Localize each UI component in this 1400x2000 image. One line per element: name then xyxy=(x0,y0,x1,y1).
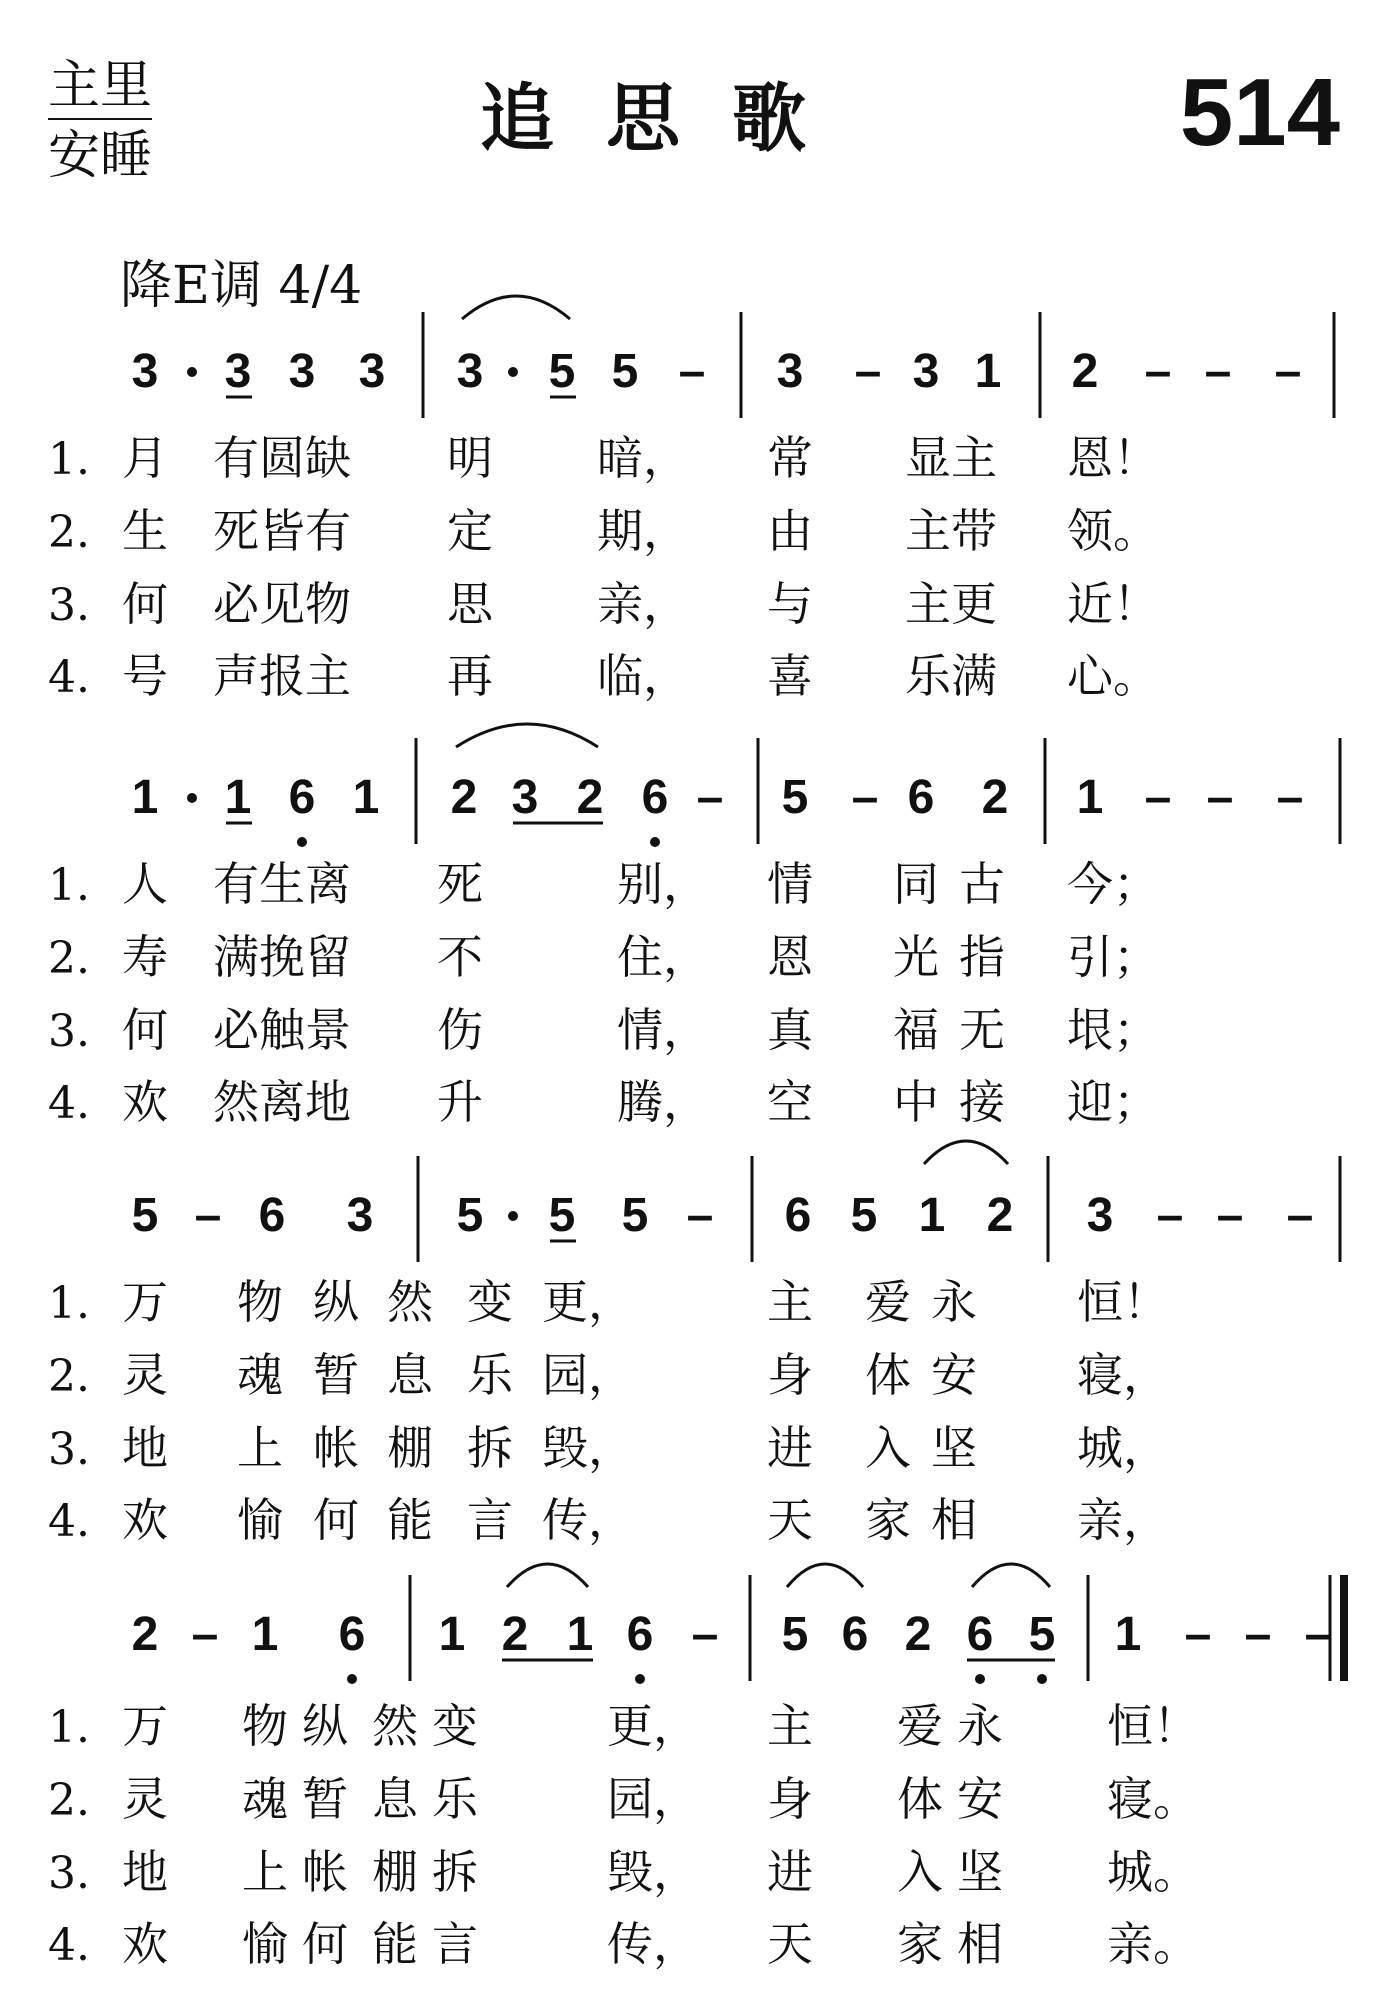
lyric-char: 欢 xyxy=(122,1917,168,1971)
extension-dash: – xyxy=(854,345,882,398)
lyric-char: 进 xyxy=(767,1421,813,1475)
key-signature: 降E调 4/4 xyxy=(120,256,363,316)
extension-dash: – xyxy=(1206,771,1234,824)
lyric-char: 息 xyxy=(387,1348,433,1402)
verse-number: 1. xyxy=(48,434,90,485)
lyric-char: 进 xyxy=(767,1845,813,1899)
extension-dash: – xyxy=(851,771,879,824)
lyric-char: 主 xyxy=(305,649,351,703)
lyric-char: 伤 xyxy=(437,1003,483,1057)
low-octave-dot xyxy=(650,837,660,847)
extension-dash: – xyxy=(1144,771,1172,824)
note-2: 2 xyxy=(576,771,604,824)
low-octave-dot xyxy=(297,837,307,847)
lyric-char: 恩！ xyxy=(1067,431,1159,485)
lyric-char: 别， xyxy=(617,857,709,911)
note-2: 2 xyxy=(131,1608,159,1661)
extension-dash: – xyxy=(1244,1608,1272,1661)
lyric-char: 必 xyxy=(213,577,259,631)
note-6: 6 xyxy=(907,771,935,824)
note-2: 2 xyxy=(501,1608,529,1661)
note-5: 5 xyxy=(781,771,809,824)
note-2: 2 xyxy=(1071,345,1099,398)
lyric-char: 何 xyxy=(122,577,168,631)
lyric-char: 然 xyxy=(213,1075,259,1129)
verse-number: 2. xyxy=(48,507,90,558)
lyric-char: 报 xyxy=(259,649,305,703)
verse-number: 2. xyxy=(48,1775,90,1826)
lyric-char: 同 xyxy=(893,857,939,911)
extension-dash: – xyxy=(691,1608,719,1661)
lyric-char: 圆 xyxy=(259,431,305,485)
note-2: 2 xyxy=(981,771,1009,824)
note-6: 6 xyxy=(288,771,316,824)
lyric-char: 愉 xyxy=(237,1493,283,1547)
lyric-char: 纵 xyxy=(302,1699,348,1753)
lyric-char: 主 xyxy=(905,504,951,558)
lyric-char: 寿 xyxy=(122,930,168,984)
hymn-title: 追思歌 xyxy=(480,76,858,162)
lyric-char: 住， xyxy=(617,930,709,984)
verse-number: 3. xyxy=(48,1006,90,1057)
lyric-char: 坚 xyxy=(957,1845,1003,1899)
lyric-char: 死 xyxy=(213,504,259,558)
lyric-char: 缺 xyxy=(305,431,351,485)
note-3: 3 xyxy=(776,345,804,398)
lyric-char: 毁， xyxy=(607,1845,699,1899)
lyric-char: 欢 xyxy=(122,1075,168,1129)
extension-dash: – xyxy=(1184,1608,1212,1661)
lyric-char: 毁， xyxy=(542,1421,634,1475)
lyric-char: 拆 xyxy=(432,1845,478,1899)
extension-dash: – xyxy=(1304,1608,1332,1661)
lyric-char: 期， xyxy=(597,504,689,558)
note-1: 1 xyxy=(918,1189,946,1242)
lyric-char: 能 xyxy=(372,1917,418,1971)
lyric-char: 离 xyxy=(259,1075,305,1129)
note-1: 1 xyxy=(1114,1608,1142,1661)
note-1: 1 xyxy=(566,1608,594,1661)
lyric-char: 入 xyxy=(897,1845,943,1899)
lyric-char: 无 xyxy=(959,1003,1005,1057)
verse-number: 4. xyxy=(48,1078,90,1129)
lyric-char: 家 xyxy=(865,1493,911,1547)
lyric-char: 皆 xyxy=(259,504,305,558)
note-3: 3 xyxy=(346,1189,374,1242)
lyric-char: 能 xyxy=(387,1493,433,1547)
extension-dash: – xyxy=(1286,1189,1314,1242)
lyric-char: 接 xyxy=(959,1075,1005,1129)
lyric-char: 安 xyxy=(931,1348,977,1402)
lyric-char: 地 xyxy=(122,1845,168,1899)
lyric-char: 人 xyxy=(122,857,168,911)
lyric-char: 主 xyxy=(767,1275,813,1329)
lyric-char: 物 xyxy=(305,577,351,631)
lyric-char: 愉 xyxy=(242,1917,288,1971)
note-5: 5 xyxy=(1028,1608,1056,1661)
lyric-char: 暂 xyxy=(302,1772,348,1826)
lyric-char: 暂 xyxy=(313,1348,359,1402)
note-1: 1 xyxy=(438,1608,466,1661)
note-3: 3 xyxy=(358,345,386,398)
verse-number: 4. xyxy=(48,1496,90,1547)
lyric-char: 纵 xyxy=(313,1275,359,1329)
note-1: 1 xyxy=(352,771,380,824)
augmentation-dot xyxy=(187,793,197,803)
lyric-char: 心。 xyxy=(1067,649,1159,703)
lyric-char: 欢 xyxy=(122,1493,168,1547)
lyric-char: 乐 xyxy=(905,649,951,703)
lyric-char: 喜 xyxy=(767,649,813,703)
verse-number: 2. xyxy=(48,1351,90,1402)
lyric-char: 物 xyxy=(242,1699,288,1753)
lyric-char: 再 xyxy=(447,649,493,703)
lyric-char: 棚 xyxy=(372,1845,418,1899)
lyric-char: 情 xyxy=(767,857,813,911)
note-1: 1 xyxy=(251,1608,279,1661)
note-5: 5 xyxy=(621,1189,649,1242)
note-1: 1 xyxy=(224,771,252,824)
low-octave-dot xyxy=(635,1674,645,1684)
lyric-char: 地 xyxy=(305,1075,351,1129)
lyric-char: 明 xyxy=(447,431,493,485)
lyric-char: 传， xyxy=(607,1917,699,1971)
lyric-char: 声 xyxy=(213,649,259,703)
lyric-char: 地 xyxy=(122,1421,168,1475)
lyric-char: 灵 xyxy=(122,1348,168,1402)
lyric-char: 必 xyxy=(213,1003,259,1057)
lyric-char: 乐 xyxy=(467,1348,513,1402)
note-5: 5 xyxy=(781,1608,809,1661)
note-3: 3 xyxy=(912,345,940,398)
lyric-char: 何 xyxy=(122,1003,168,1057)
slur xyxy=(924,1141,1008,1164)
slur xyxy=(972,1564,1050,1587)
lyric-char: 常 xyxy=(767,431,813,485)
lyric-char: 思 xyxy=(447,577,493,631)
lyric-char: 情， xyxy=(617,1003,709,1057)
verse-number: 3. xyxy=(48,580,90,631)
lyric-char: 万 xyxy=(122,1699,168,1753)
lyric-char: 古 xyxy=(959,857,1005,911)
lyric-char: 月 xyxy=(122,431,168,485)
extension-dash: – xyxy=(686,1189,714,1242)
extension-dash: – xyxy=(1216,1189,1244,1242)
lyric-char: 有 xyxy=(213,431,259,485)
lyric-char: 变 xyxy=(467,1275,513,1329)
lyric-char: 引； xyxy=(1067,930,1159,984)
lyric-char: 福 xyxy=(893,1003,939,1057)
lyric-char: 然 xyxy=(387,1275,433,1329)
lyric-char: 身 xyxy=(767,1772,813,1826)
lyric-char: 拆 xyxy=(467,1421,513,1475)
note-2: 2 xyxy=(904,1608,932,1661)
note-6: 6 xyxy=(338,1608,366,1661)
lyric-char: 腾， xyxy=(617,1075,709,1129)
lyric-char: 变 xyxy=(432,1699,478,1753)
lyric-char: 带 xyxy=(951,504,997,558)
lyric-char: 息 xyxy=(372,1772,418,1826)
note-1: 1 xyxy=(1076,771,1104,824)
note-6: 6 xyxy=(966,1608,994,1661)
extension-dash: – xyxy=(1204,345,1232,398)
note-5: 5 xyxy=(611,345,639,398)
lyric-char: 万 xyxy=(122,1275,168,1329)
extension-dash: – xyxy=(1274,345,1302,398)
lyric-char: 相 xyxy=(957,1917,1003,1971)
extension-dash: – xyxy=(1156,1189,1184,1242)
lyric-char: 显 xyxy=(905,431,951,485)
lyric-char: 主 xyxy=(767,1699,813,1753)
lyric-char: 帐 xyxy=(313,1421,359,1475)
lyric-char: 满 xyxy=(213,930,259,984)
lyric-char: 何 xyxy=(302,1917,348,1971)
lyric-char: 爱 xyxy=(865,1275,911,1329)
lyric-char: 近！ xyxy=(1067,577,1159,631)
note-5: 5 xyxy=(131,1189,159,1242)
low-octave-dot xyxy=(1037,1674,1047,1684)
extension-dash: – xyxy=(678,345,706,398)
lyric-char: 触 xyxy=(259,1003,305,1057)
category-top: 主里 xyxy=(48,60,152,120)
lyric-char: 言 xyxy=(432,1917,478,1971)
category-bottom: 安睡 xyxy=(48,126,153,186)
note-3: 3 xyxy=(1086,1189,1114,1242)
lyric-char: 恒！ xyxy=(1077,1275,1169,1329)
lyric-char: 上 xyxy=(237,1421,283,1475)
lyric-char: 身 xyxy=(767,1348,813,1402)
lyric-char: 中 xyxy=(893,1075,939,1129)
lyric-char: 升 xyxy=(437,1075,483,1129)
lyric-char: 物 xyxy=(237,1275,283,1329)
note-6: 6 xyxy=(784,1189,812,1242)
lyric-char: 寝， xyxy=(1077,1348,1169,1402)
lyric-char: 主 xyxy=(905,577,951,631)
note-3: 3 xyxy=(456,345,484,398)
lyric-char: 见 xyxy=(259,577,305,631)
lyric-char: 家 xyxy=(897,1917,943,1971)
verse-number: 2. xyxy=(48,933,90,984)
note-6: 6 xyxy=(258,1189,286,1242)
note-1: 1 xyxy=(131,771,159,824)
lyric-char: 永 xyxy=(957,1699,1003,1753)
lyric-char: 死 xyxy=(437,857,483,911)
lyric-char: 迎； xyxy=(1067,1075,1159,1129)
note-5: 5 xyxy=(456,1189,484,1242)
lyric-char: 由 xyxy=(767,504,813,558)
verse-number: 3. xyxy=(48,1424,90,1475)
lyric-char: 魂 xyxy=(237,1348,283,1402)
lyric-char: 景 xyxy=(305,1003,351,1057)
lyric-char: 临， xyxy=(597,649,689,703)
lyric-char: 更， xyxy=(542,1275,634,1329)
note-3: 3 xyxy=(288,345,316,398)
lyric-char: 定 xyxy=(447,504,493,558)
note-5: 5 xyxy=(548,1189,576,1242)
note-6: 6 xyxy=(626,1608,654,1661)
lyric-char: 亲， xyxy=(597,577,689,631)
lyric-char: 灵 xyxy=(122,1772,168,1826)
lyric-char: 领。 xyxy=(1067,504,1159,558)
extension-dash: – xyxy=(194,1189,222,1242)
lyric-char: 主 xyxy=(951,431,997,485)
lyric-char: 真 xyxy=(767,1003,813,1057)
verse-number: 1. xyxy=(48,1278,90,1329)
note-5: 5 xyxy=(850,1189,878,1242)
lyric-char: 帐 xyxy=(302,1845,348,1899)
lyric-char: 更 xyxy=(951,577,997,631)
lyric-char: 入 xyxy=(865,1421,911,1475)
extension-dash: – xyxy=(191,1608,219,1661)
lyric-char: 暗， xyxy=(597,431,689,485)
lyric-char: 生 xyxy=(259,857,305,911)
note-6: 6 xyxy=(641,771,669,824)
extension-dash: – xyxy=(1144,345,1172,398)
lyric-char: 光 xyxy=(893,930,939,984)
lyric-char: 城， xyxy=(1077,1421,1169,1475)
lyric-char: 更， xyxy=(607,1699,699,1753)
lyric-char: 天 xyxy=(767,1917,813,1971)
note-3: 3 xyxy=(131,345,159,398)
verse-number: 4. xyxy=(48,652,90,703)
lyric-char: 魂 xyxy=(242,1772,288,1826)
lyric-char: 今； xyxy=(1067,857,1159,911)
note-6: 6 xyxy=(841,1608,869,1661)
verse-number: 4. xyxy=(48,1920,90,1971)
verse-number: 1. xyxy=(48,1702,90,1753)
lyric-char: 离 xyxy=(305,857,351,911)
note-3: 3 xyxy=(511,771,539,824)
extension-dash: – xyxy=(1276,771,1304,824)
slur xyxy=(507,1564,588,1587)
lyric-char: 恩 xyxy=(767,930,813,984)
note-2: 2 xyxy=(986,1189,1014,1242)
augmentation-dot xyxy=(187,367,197,377)
lyric-char: 园， xyxy=(542,1348,634,1402)
lyric-char: 天 xyxy=(767,1493,813,1547)
slur xyxy=(462,296,570,319)
lyric-char: 体 xyxy=(865,1348,911,1402)
lyric-char: 爱 xyxy=(897,1699,943,1753)
note-1: 1 xyxy=(974,345,1002,398)
lyric-char: 园， xyxy=(607,1772,699,1826)
lyric-char: 何 xyxy=(313,1493,359,1547)
lyric-char: 有 xyxy=(213,857,259,911)
lyric-char: 与 xyxy=(767,577,813,631)
hymn-number: 514 xyxy=(1179,59,1340,166)
verse-number: 1. xyxy=(48,860,90,911)
low-octave-dot xyxy=(975,1674,985,1684)
lyric-char: 永 xyxy=(931,1275,977,1329)
lyric-char: 号 xyxy=(122,649,168,703)
lyric-char: 亲， xyxy=(1077,1493,1169,1547)
lyric-char: 城。 xyxy=(1107,1845,1199,1899)
lyric-char: 传， xyxy=(542,1493,634,1547)
note-2: 2 xyxy=(450,771,478,824)
verse-number: 3. xyxy=(48,1848,90,1899)
lyric-char: 棚 xyxy=(387,1421,433,1475)
note-5: 5 xyxy=(548,345,576,398)
lyric-char: 不 xyxy=(437,930,483,984)
slur xyxy=(787,1564,863,1587)
lyric-char: 体 xyxy=(897,1772,943,1826)
lyric-char: 生 xyxy=(122,504,168,558)
lyric-char: 上 xyxy=(242,1845,288,1899)
augmentation-dot xyxy=(508,1211,518,1221)
lyric-char: 安 xyxy=(957,1772,1003,1826)
augmentation-dot xyxy=(508,367,518,377)
lyric-char: 言 xyxy=(467,1493,513,1547)
lyric-char: 空 xyxy=(767,1075,813,1129)
lyric-char: 满 xyxy=(951,649,997,703)
lyric-char: 亲。 xyxy=(1107,1917,1199,1971)
lyric-char: 乐 xyxy=(432,1772,478,1826)
lyric-char: 垠； xyxy=(1067,1003,1159,1057)
lyric-char: 寝。 xyxy=(1107,1772,1199,1826)
low-octave-dot xyxy=(347,1674,357,1684)
lyric-char: 有 xyxy=(305,504,351,558)
lyric-char: 坚 xyxy=(931,1421,977,1475)
slur xyxy=(456,724,598,747)
extension-dash: – xyxy=(696,771,724,824)
lyric-char: 指 xyxy=(959,930,1005,984)
lyric-char: 恒！ xyxy=(1107,1699,1199,1753)
lyric-char: 相 xyxy=(931,1493,977,1547)
lyric-char: 留 xyxy=(305,930,351,984)
note-3: 3 xyxy=(224,345,252,398)
lyric-char: 然 xyxy=(372,1699,418,1753)
lyric-char: 挽 xyxy=(259,930,305,984)
